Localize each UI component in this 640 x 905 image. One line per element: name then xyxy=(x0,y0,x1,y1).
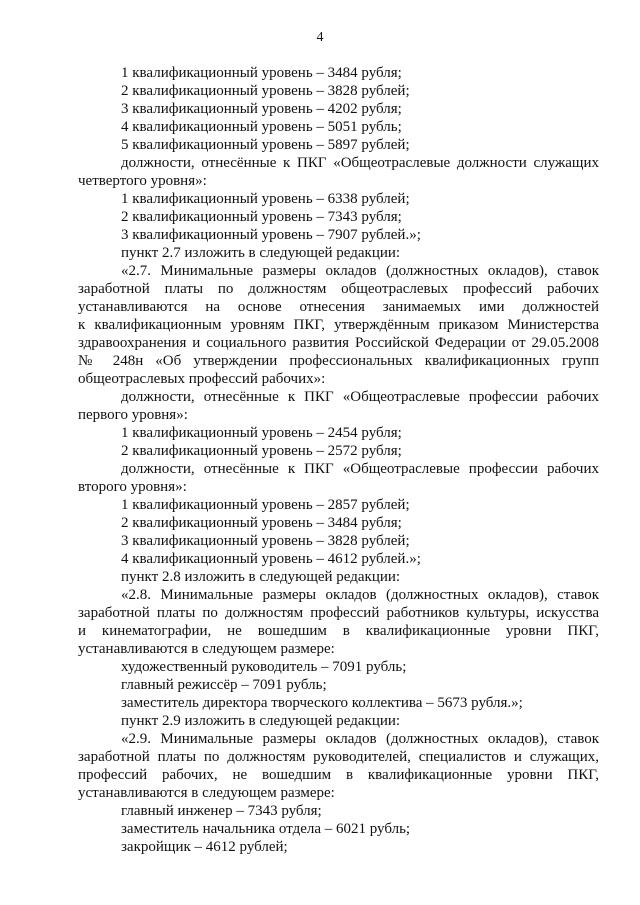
text-line: устанавливаются в следующем размере: xyxy=(78,641,335,657)
text-line: второго уровня»: xyxy=(78,479,187,495)
text-line: заработной платы по должностям профессий работников культуры, искусства xyxy=(78,605,599,621)
text-line: 2 квалификационный уровень – 3484 рубля; xyxy=(121,515,402,531)
text-line: 4 квалификационный уровень – 5051 рубль; xyxy=(121,119,402,135)
text-line: устанавливаются в следующем размере: xyxy=(78,785,335,801)
text-line: заработной платы по должностям общеотраслевых профессий рабочих xyxy=(78,281,599,297)
text-line: «2.8. Минимальные размеры окладов (должностных окладов), ставок xyxy=(121,587,599,603)
text-line: к квалификационным уровням ПКГ, утверждённым приказом Министерства xyxy=(78,317,599,333)
text-line: 1 квалификационный уровень – 2857 рублей; xyxy=(121,497,410,513)
text-line: главный режиссёр – 7091 рубль; xyxy=(121,677,327,693)
text-line: «2.9. Минимальные размеры окладов (должностных окладов), ставок xyxy=(121,731,599,747)
text-line: заместитель начальника отдела – 6021 рубль; xyxy=(121,821,411,837)
text-line: должности, отнесённые к ПКГ «Общеотраслевые профессии рабочих xyxy=(121,461,599,477)
text-line: 3 квалификационный уровень – 3828 рублей; xyxy=(121,533,410,549)
text-line: 4 квалификационный уровень – 4612 рублей.»; xyxy=(121,551,421,567)
text-line: профессий рабочих, не вошедшим в квалификационные уровни ПКГ, xyxy=(78,767,599,783)
text-line: должности, отнесённые к ПКГ «Общеотраслевые профессии рабочих xyxy=(121,389,599,405)
text-line: 2 квалификационный уровень – 7343 рубля; xyxy=(121,209,402,225)
text-line: «2.7. Минимальные размеры окладов (должностных окладов), ставок xyxy=(121,263,599,279)
text-line: пункт 2.8 изложить в следующей редакции: xyxy=(121,569,401,585)
text-line: заработной платы по должностям руководителей, специалистов и служащих, xyxy=(78,749,599,765)
text-line: главный инженер – 7343 рубля; xyxy=(121,803,322,819)
text-line: 2 квалификационный уровень – 2572 рубля; xyxy=(121,443,402,459)
text-line: художественный руководитель – 7091 рубль; xyxy=(121,659,407,675)
text-line: заместитель директора творческого коллектива – 5673 рубля.»; xyxy=(121,695,523,711)
text-line: 3 квалификационный уровень – 7907 рублей.»; xyxy=(121,227,421,243)
text-line: здравоохранения и социального развития Российской Федерации от 29.05.2008 xyxy=(78,335,599,351)
text-line: первого уровня»: xyxy=(78,407,188,423)
text-line: 1 квалификационный уровень – 2454 рубля; xyxy=(121,425,402,441)
text-line: 1 квалификационный уровень – 6338 рублей; xyxy=(121,191,410,207)
page-number: 4 xyxy=(316,30,324,45)
text-line: 3 квалификационный уровень – 4202 рубля; xyxy=(121,101,402,117)
text-line: пункт 2.7 изложить в следующей редакции: xyxy=(121,245,401,261)
text-line: 5 квалификационный уровень – 5897 рублей; xyxy=(121,137,410,153)
text-line: № 248н «Об утверждении профессиональных квалификационных групп xyxy=(78,353,599,369)
text-line: общеотраслевых профессий рабочих»: xyxy=(78,371,326,387)
text-line: четвертого уровня»: xyxy=(78,173,207,189)
text-line: и кинематографии, не вошедшим в квалификационные уровни ПКГ, xyxy=(78,623,599,639)
text-line: пункт 2.9 изложить в следующей редакции: xyxy=(121,713,401,729)
text-line: 2 квалификационный уровень – 3828 рублей; xyxy=(121,83,410,99)
text-line: 1 квалификационный уровень – 3484 рубля; xyxy=(121,65,402,81)
text-line: закройщик – 4612 рублей; xyxy=(121,839,288,855)
text-line: должности, отнесённые к ПКГ «Общеотраслевые должности служащих xyxy=(121,155,599,171)
text-line: устанавливаются на основе отнесения занимаемых ими должностей xyxy=(78,299,599,315)
